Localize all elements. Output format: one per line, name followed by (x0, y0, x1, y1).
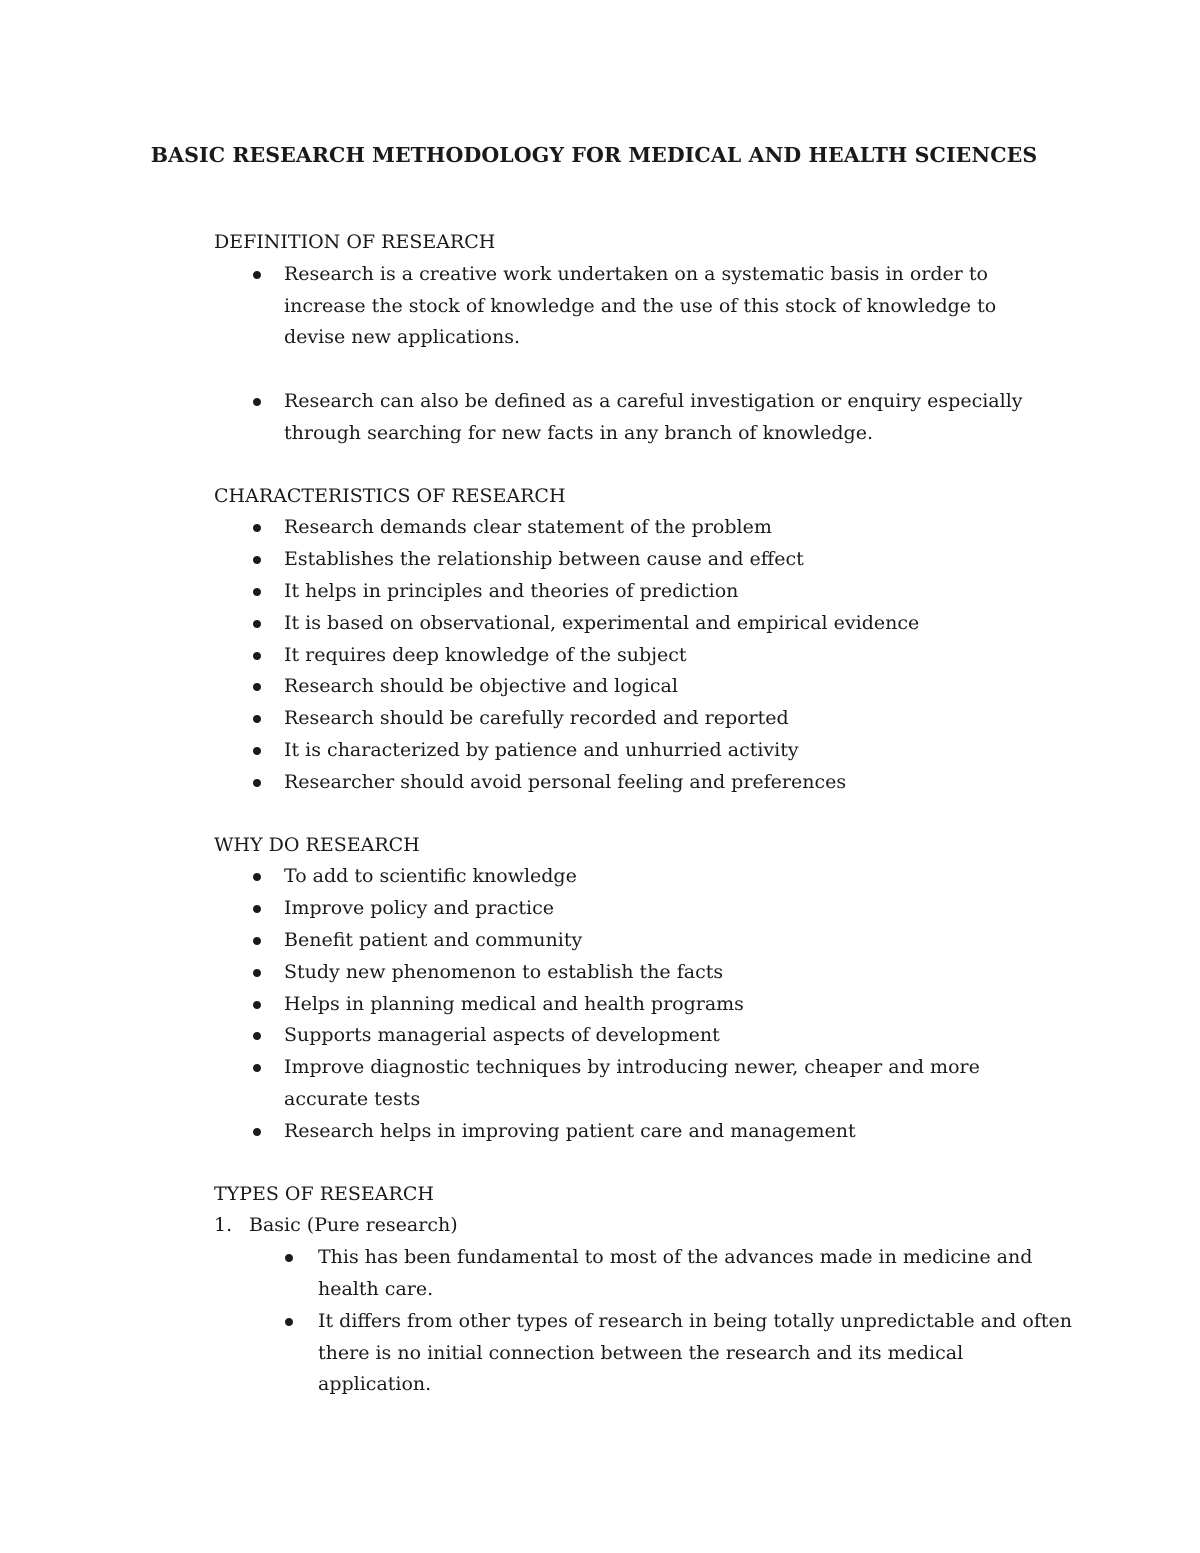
bullet-icon (253, 969, 261, 977)
characteristics-list (214, 512, 1064, 798)
list-item (214, 861, 1064, 893)
bullet-icon (253, 873, 261, 881)
bullet-icon (253, 652, 261, 660)
bullet-icon (253, 620, 261, 628)
types-sublist (214, 1242, 1072, 1401)
section-spacer (214, 1148, 1064, 1179)
list-item-text: Research demands clear statement of the problem (284, 516, 772, 539)
list-item (214, 703, 1064, 735)
section-heading-definition: DEFINITION OF RESEARCH (214, 231, 496, 253)
document-body (214, 227, 1072, 1401)
list-item (214, 1052, 1024, 1116)
bullet-icon (253, 524, 261, 532)
list-item-text: Benefit patient and community (284, 928, 583, 951)
section-characteristics (214, 481, 1064, 799)
bullet-icon (253, 937, 261, 945)
list-item-text: This has been fundamental to most of the advances made in medicine and health care. (318, 1246, 1033, 1300)
list-item-text: Research is a creative work undertaken on a systematic basis in order to increase the stock of knowledge and the use of this stock of knowledge to devise new applications. (284, 262, 997, 349)
list-item (214, 767, 1064, 799)
bullet-icon (253, 1032, 261, 1040)
list-item-text: It requires deep knowledge of the subject (284, 643, 687, 666)
definition-list (214, 259, 1064, 450)
list-item-text: Research can also be defined as a careful investigation or enquiry especially through searching for new facts in any branch of knowledge. (284, 389, 1023, 444)
list-item (214, 735, 1064, 767)
bullet-icon (285, 1254, 293, 1262)
list-item-text: Improve policy and practice (284, 897, 554, 920)
list-item (214, 512, 1064, 544)
list-number: 1. (214, 1214, 233, 1237)
paragraph-spacer (214, 354, 1064, 386)
list-item-text: To add to scientific knowledge (284, 865, 577, 888)
bullet-icon (253, 715, 261, 723)
list-item-text: Helps in planning medical and health programs (284, 992, 744, 1015)
list-item-text: It is based on observational, experimental and empirical evidence (284, 611, 920, 634)
list-item-text: Establishes the relationship between cause and effect (284, 548, 804, 571)
bullet-icon (253, 398, 261, 406)
list-item (214, 1306, 1078, 1401)
bullet-icon (253, 683, 261, 691)
list-item-text: Research should be carefully recorded and reported (284, 707, 789, 730)
list-item-text: It is characterized by patience and unhurried activity (284, 738, 799, 761)
list-item (214, 386, 1054, 450)
why-list (214, 861, 1064, 1147)
list-item-text: Improve diagnostic techniques by introducing newer, cheaper and more accurate tests (284, 1056, 980, 1110)
list-item-text: It differs from other types of research in being totally unpredictable and often there is no initial connection between the research and its medical application. (318, 1309, 1072, 1396)
list-item-text: Study new phenomenon to establish the facts (284, 960, 724, 983)
section-spacer (214, 799, 1064, 830)
list-item (214, 989, 1064, 1021)
bullet-icon (285, 1318, 293, 1326)
section-heading-types: TYPES OF RESEARCH (214, 1182, 434, 1205)
bullet-icon (253, 588, 261, 596)
section-why (214, 830, 1064, 1148)
list-item (214, 259, 1044, 354)
bullet-icon (253, 1128, 261, 1136)
list-item (214, 671, 1064, 703)
bullet-icon (253, 779, 261, 787)
numbered-item-label: Basic (Pure research) (249, 1214, 458, 1237)
list-item-text: Research helps in improving patient care and management (284, 1119, 856, 1142)
list-item (214, 957, 1064, 989)
list-item (214, 1020, 1064, 1052)
list-item (214, 925, 1064, 957)
list-item (214, 640, 1064, 672)
bullet-icon (253, 556, 261, 564)
list-item (214, 576, 1064, 608)
section-types (214, 1179, 1072, 1402)
list-item (214, 1116, 1064, 1148)
list-item (214, 544, 1064, 576)
bullet-icon (253, 1064, 261, 1072)
section-heading-why: WHY DO RESEARCH (214, 833, 420, 856)
list-item-text: Research should be objective and logical (284, 675, 678, 698)
section-definition (214, 227, 1064, 450)
list-item (214, 1242, 1078, 1306)
bullet-icon (253, 905, 261, 913)
list-item (214, 893, 1064, 925)
document-title: BASIC RESEARCH METHODOLOGY FOR MEDICAL AND HEALTH SCIENCES (150, 143, 1038, 167)
bullet-icon (253, 271, 261, 279)
list-item-text: Supports managerial aspects of development (284, 1024, 720, 1047)
list-item (214, 608, 1064, 640)
section-heading-characteristics: CHARACTERISTICS OF RESEARCH (214, 484, 566, 507)
numbered-item (214, 1210, 1064, 1242)
bullet-icon (253, 747, 261, 755)
list-item-text: It helps in principles and theories of prediction (284, 579, 739, 602)
bullet-icon (253, 1001, 261, 1009)
section-spacer (214, 450, 1064, 481)
list-item-text: Researcher should avoid personal feeling and preferences (284, 770, 847, 793)
